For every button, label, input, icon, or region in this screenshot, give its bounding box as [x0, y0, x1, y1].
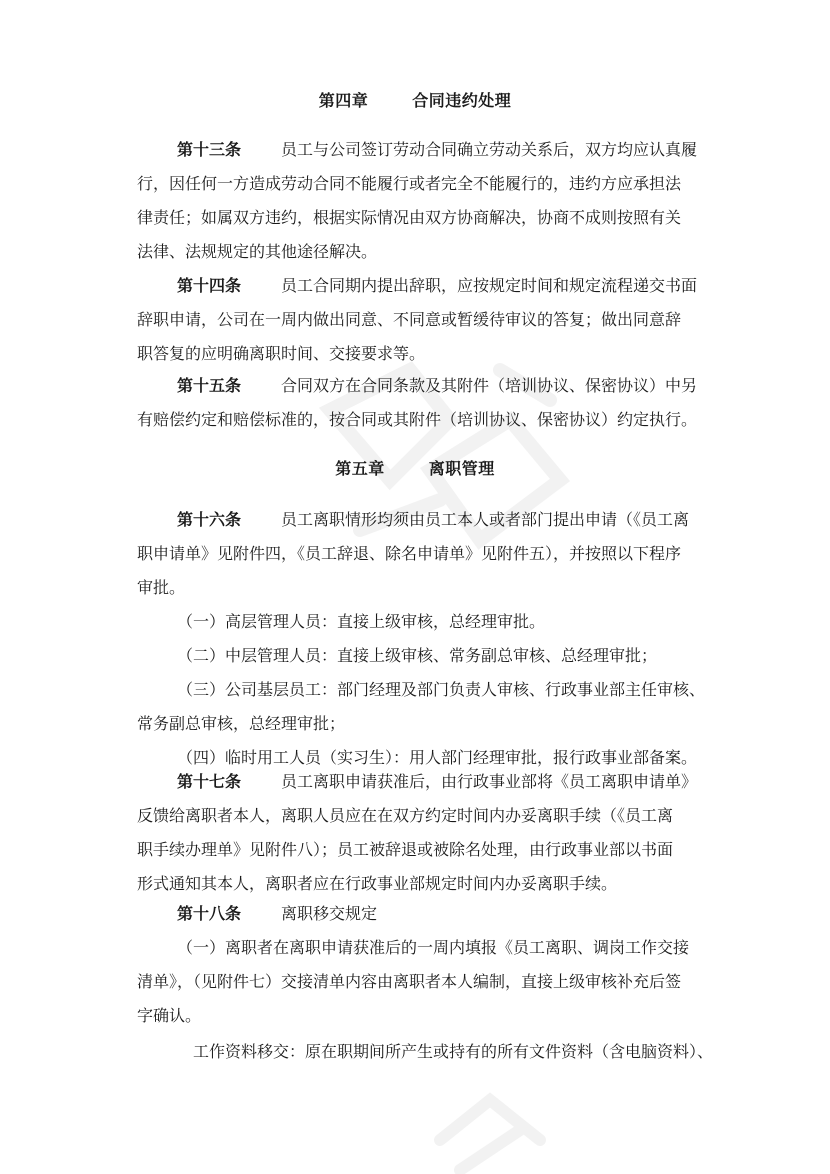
article-14-line-1: 员工合同期内提出辞职，应按规定时间和规定流程递交书面 [281, 276, 698, 295]
article-16-item-3-cont: 常务副总审核，总经理审批； [137, 714, 346, 733]
article-13-label: 第十三条 [177, 140, 242, 159]
article-18-line-1: （一）离职者在离职申请获准后的一周内填报《员工离职、调岗工作交接 [177, 938, 690, 957]
article-14-label: 第十四条 [177, 276, 242, 295]
article-16-line-1: 员工离职情形均须由员工本人或者部门提出申请（《员工离 [281, 510, 690, 529]
article-17 [137, 765, 715, 901]
article-16-label: 第十六条 [177, 510, 242, 529]
article-16-item-4: （四）临时用工人员（实习生）：用人部门经理审批，报行政事业部备案。 [177, 748, 698, 767]
article-15-line-1: 合同双方在合同条款及其附件（培训协议、保密协议）中另 [281, 376, 698, 395]
article-15-line-2: 有赔偿约定和赔偿标准的，按合同或其附件（培训协议、保密协议）约定执行。 [137, 410, 698, 429]
article-15-label: 第十五条 [177, 376, 242, 395]
article-13-line-4: 法律、法规规定的其他途径解决。 [137, 242, 378, 261]
article-18-line-3: 字确认。 [137, 1006, 202, 1025]
article-18-line-2: 清单》，（见附件七）交接清单内容由离职者本人编制，直接上级审核补充后签 [137, 972, 682, 991]
article-18-label: 第十八条 [177, 904, 242, 923]
article-13 [137, 133, 715, 269]
article-14-line-3: 职答复的应明确离职时间、交接要求等。 [137, 344, 426, 363]
chapter-4-number: 第四章 [318, 91, 369, 110]
chapter-4-heading [0, 88, 830, 111]
article-17-line-2: 反馈给离职者本人，离职人员应在在双方约定时间内办妥离职手续（《员工离 [137, 806, 674, 825]
article-17-line-1: 员工离职申请获准后，由行政事业部将《员工离职申请单》 [281, 772, 698, 791]
article-15 [137, 369, 715, 437]
article-13-line-3: 律责任；如属双方违约，根据实际情况由双方协商解决，协商不成则按照有关 [137, 208, 682, 227]
article-17-line-3: 职手续办理单》见附件八）；员工被辞退或被除名处理，由行政事业部以书面 [137, 840, 674, 859]
article-16-line-3: 审批。 [137, 578, 186, 597]
chapter-4-title: 合同违约处理 [412, 91, 512, 110]
article-16 [137, 503, 715, 775]
article-18 [137, 897, 715, 1069]
article-17-line-4: 形式通知其本人，离职者应在行政事业部规定时间内办妥离职手续。 [137, 874, 618, 893]
chapter-5-number: 第五章 [335, 459, 385, 478]
article-16-line-2: 职申请单》见附件四，《员工辞退、除名申请单》见附件五），并按照以下程序 [137, 544, 682, 563]
chapter-5-heading [0, 456, 830, 479]
article-17-label: 第十七条 [177, 772, 242, 791]
article-14 [137, 269, 715, 371]
article-18-title: 离职移交规定 [281, 904, 378, 923]
article-16-item-2: （二）中层管理人员：直接上级审核、常务副总审核、总经理审批； [177, 646, 658, 665]
article-13-line-1: 员工与公司签订劳动合同确立劳动关系后，双方均应认真履 [281, 140, 698, 159]
article-14-line-2: 辞职申请，公司在一周内做出同意、不同意或暂缓待审议的答复；做出同意辞 [137, 310, 682, 329]
article-16-item-1: （一）高层管理人员：直接上级审核，总经理审批。 [177, 612, 546, 631]
article-18-sub-line: 工作资料移交：原在职期间所产生或持有的所有文件资料（含电脑资料）、 [193, 1042, 714, 1061]
article-16-item-3: （三）公司基层员工：部门经理及部门负责人审核、行政事业部主任审核、 [177, 680, 706, 699]
article-13-line-2: 行，因任何一方造成劳动合同不能履行或者完全不能履行的，违约方应承担法 [137, 174, 682, 193]
chapter-5-title: 离职管理 [428, 459, 495, 478]
